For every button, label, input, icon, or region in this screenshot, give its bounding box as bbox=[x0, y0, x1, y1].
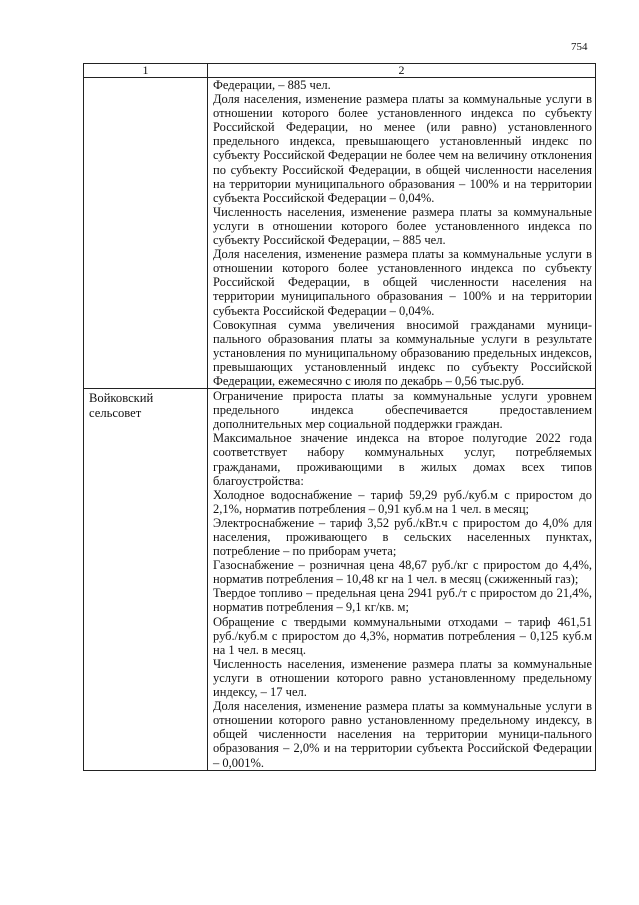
paragraph: Твердое топливо – предельная цена 2941 руб./т с приростом до 21,4%, норматив потребления – 9,1 кг/кв. м; bbox=[213, 586, 592, 615]
paragraph: Электроснабжение – тариф 3,52 руб./кВт.ч с приростом до 4,0% для населения, проживающего в сельских населенных пунктах, потребление – по приборам учета; bbox=[213, 515, 592, 559]
table-header-row bbox=[84, 64, 596, 78]
paragraph: Доля населения, изменение размера платы за коммунальные услуги в отношении которого более установленного индекса по субъекту Российской Федерации, но менее (или равно) установленного предельного индекса, превышающего установленный индекс по субъекту Российской Федерации не более чем на величину отклонения по субъекту Российской Федерации, в общей численности населения на территории муниципального образования – 100% и на территории субъекта Российской Федерации – 0,04%. bbox=[213, 92, 592, 205]
paragraph: Холодное водоснабжение – тариф 59,29 руб./куб.м с приростом до 2,1%, норматив потребления – 0,91 куб.м на 1 чел. в месяц; bbox=[213, 487, 592, 516]
municipality-name-cell bbox=[84, 78, 208, 389]
table-row bbox=[84, 389, 596, 771]
paragraph: Федерации, – 885 чел. bbox=[213, 78, 331, 92]
paragraph: Доля населения, изменение размера платы за коммунальные услуги в отношении которого более установленного индекса по субъекту Российской Федерации, в общей численности населения на территории муниципального образования – 100% и на территории субъекта Российской Федерации – 0,04%. bbox=[213, 247, 592, 318]
paragraph: Численность населения, изменение размера платы за коммунальные услуги в отношении которого более установленного индекса по субъекту Российской Федерации, – 885 чел. bbox=[213, 204, 592, 248]
description-cell bbox=[208, 78, 596, 389]
paragraph: Совокупная сумма увеличения вносимой гражданами муници-пального образования платы за коммунальные услуги в результате установления по муниципальному образованию предельных индексов, превышающих установленный индекс по субъекту Российской Федерации, ежемесячно с июля по декабрь – 0,56 тыс.руб. bbox=[213, 317, 592, 388]
data-table bbox=[83, 63, 596, 771]
municipality-name-cell: Войковский сельсовет bbox=[84, 389, 208, 771]
description-cell bbox=[208, 389, 596, 771]
paragraph: Обращение с твердыми коммунальными отходами – тариф 461,51 руб./куб.м с приростом до 4,3%, норматив потребления – 0,125 куб.м на 1 чел. в месяц. bbox=[213, 614, 592, 657]
page-number: 754 bbox=[571, 41, 588, 53]
column-header-2: 2 bbox=[208, 64, 596, 78]
paragraph: Доля населения, изменение размера платы за коммунальные услуги в отношении которого равно установленному предельному индексу, в общей численности населения на территории муници-пального образования – 2,0% и на территории субъекта Российской Федерации – 0,001%. bbox=[213, 699, 592, 770]
paragraph: Максимальное значение индекса на второе полугодие 2022 года соответствует набору коммунальных услуг, потребляемых гражданами, проживающими в жилых домах всех типов благоустройства: bbox=[213, 431, 592, 488]
column-header-1: 1 bbox=[84, 64, 208, 78]
table-row bbox=[84, 78, 596, 389]
paragraph: Газоснабжение – розничная цена 48,67 руб./кг с приростом до 4,4%, норматив потребления – 10,48 кг на 1 чел. в месяц (сжиженный газ); bbox=[213, 558, 592, 587]
paragraph: Ограничение прироста платы за коммунальные услуги уровнем предельного индекса обеспечивается предоставлением дополнительных мер социальной поддержки граждан. bbox=[213, 389, 592, 432]
paragraph: Численность населения, изменение размера платы за коммунальные услуги в отношении которого равно установленному предельному индексу, – 17 чел. bbox=[213, 656, 592, 700]
